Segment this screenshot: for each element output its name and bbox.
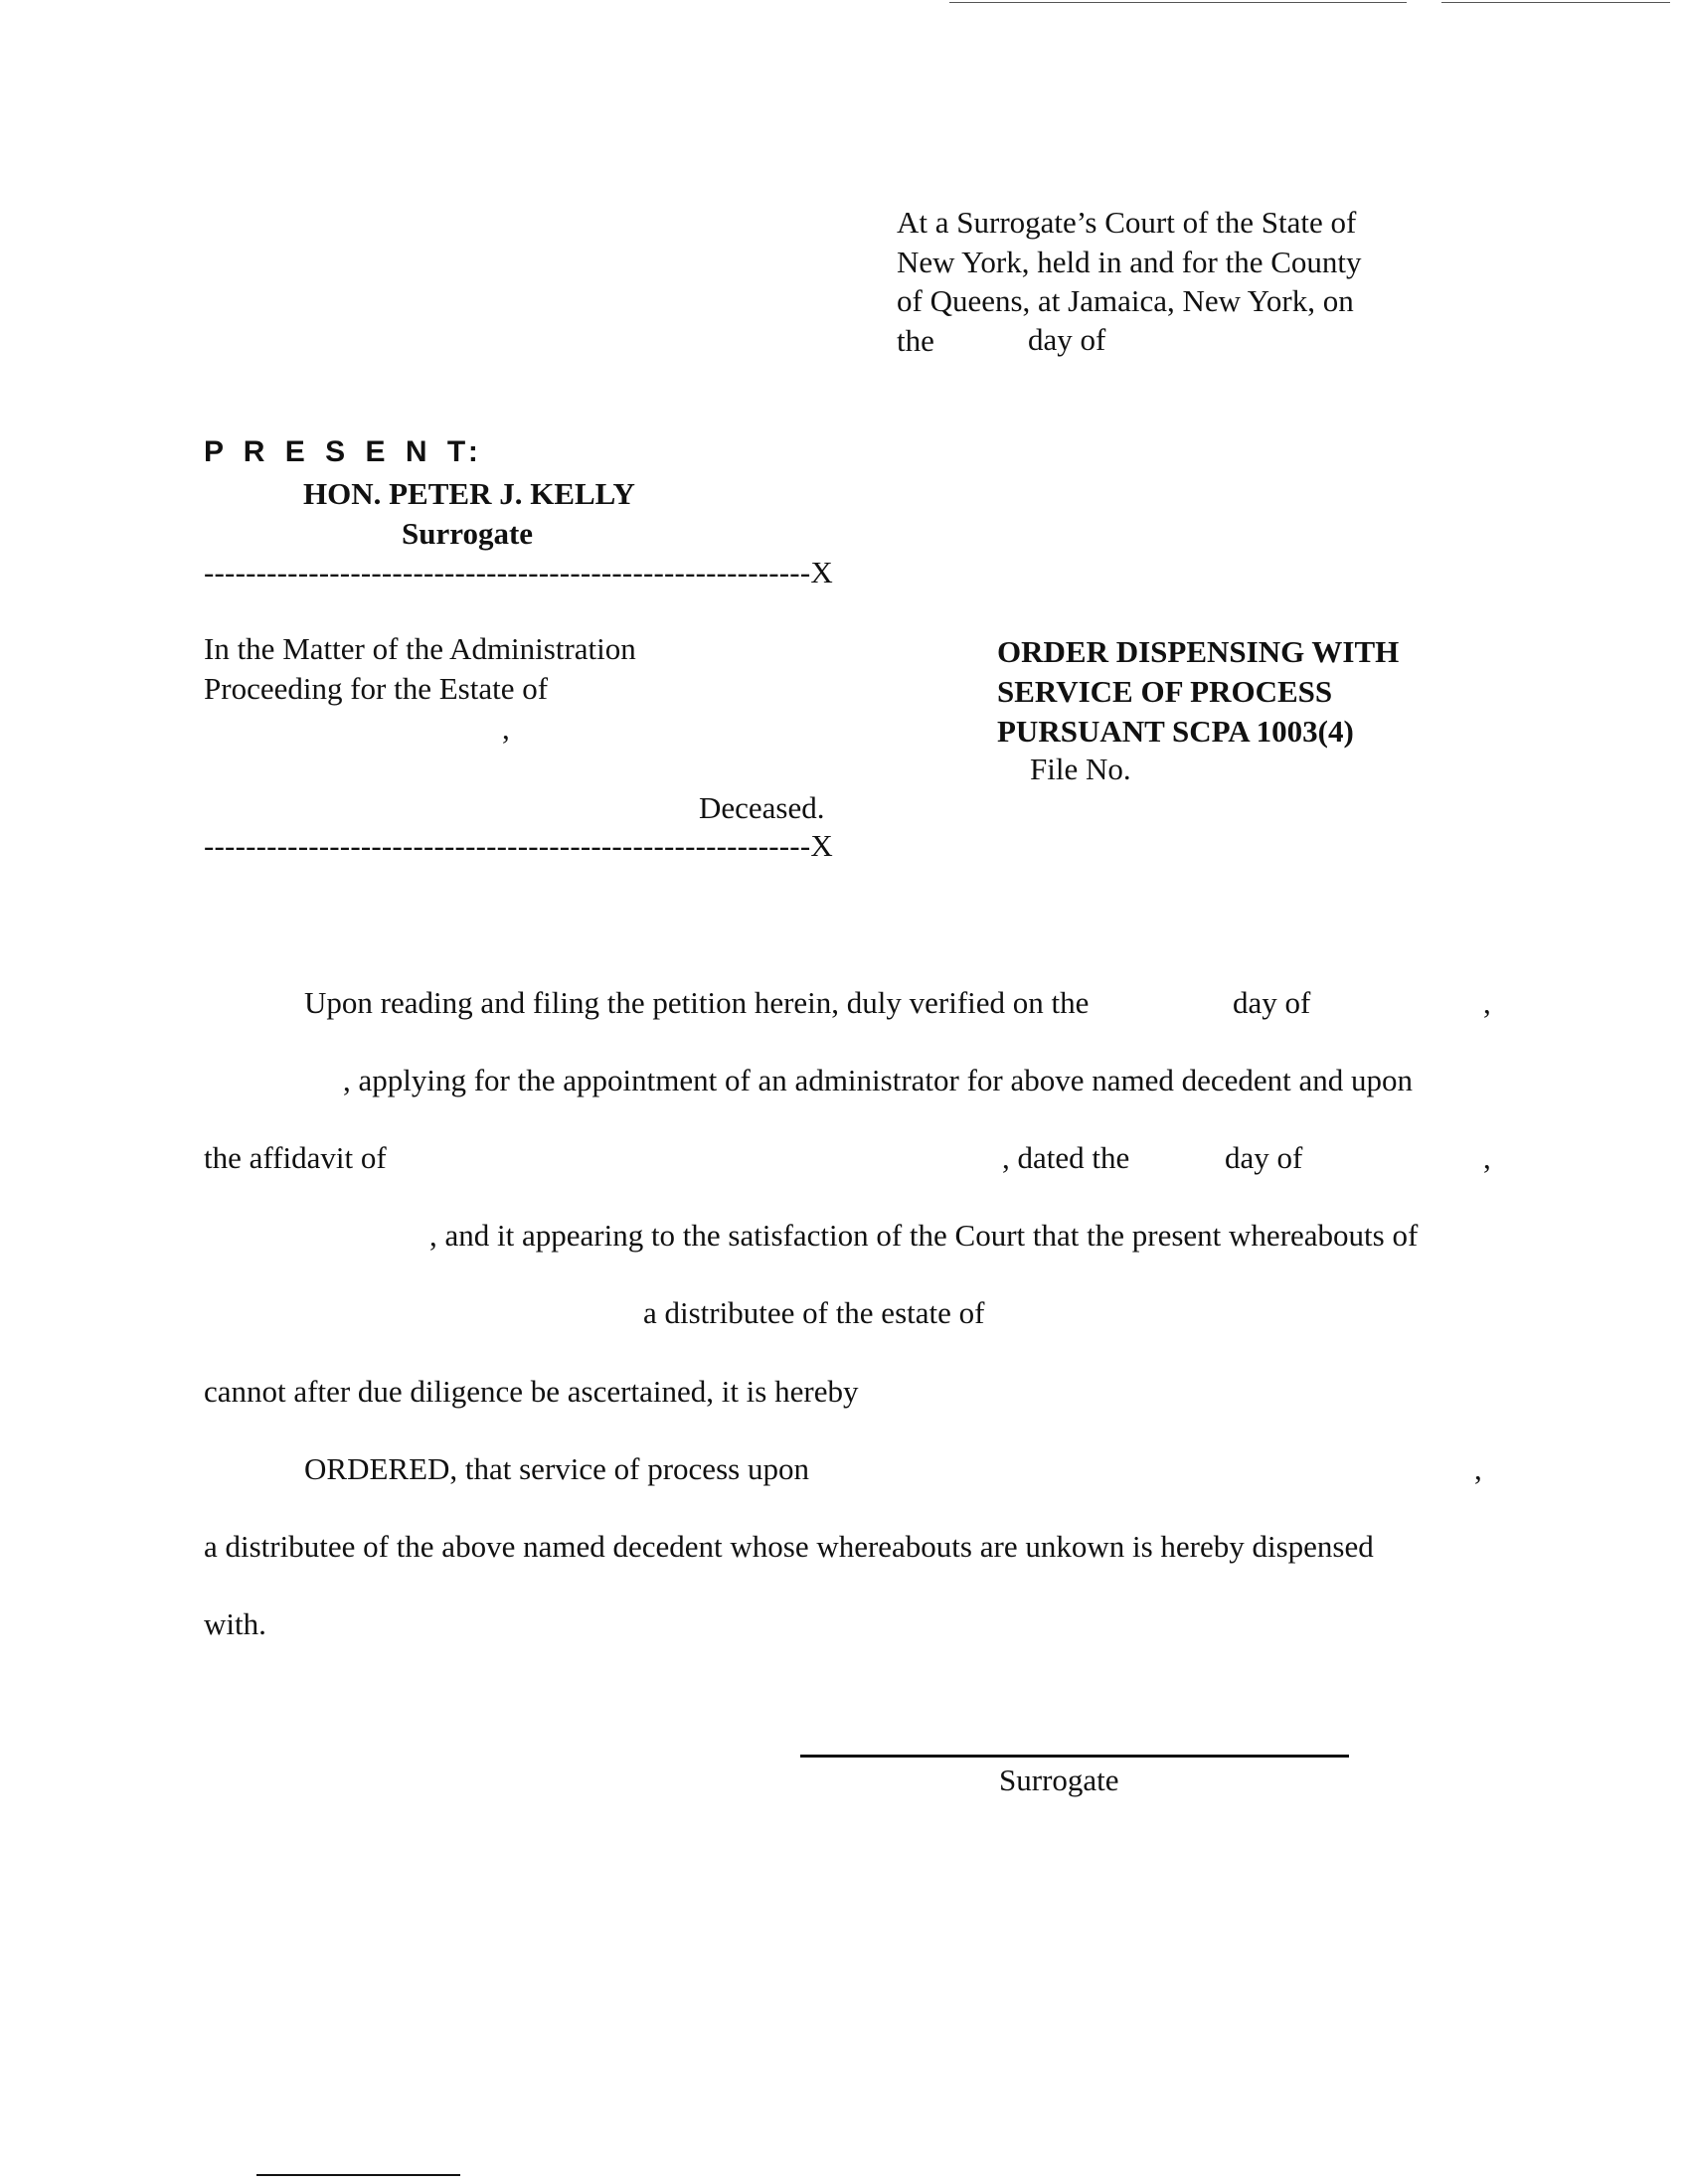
file-no: File No.	[1030, 752, 1131, 786]
body-p7-a: ORDERED, that service of process upon	[304, 1451, 809, 1486]
body-p7-b: ,	[1474, 1451, 1482, 1486]
order-title-line: ORDER DISPENSING WITH	[997, 634, 1400, 669]
body-p5: a distributee of the estate of	[643, 1295, 985, 1330]
order-title	[997, 632, 1399, 752]
scan-artifact-bottom	[256, 2174, 460, 2176]
body-p3-b: , dated the	[1002, 1140, 1130, 1175]
body-p8: a distributee of the above named decedent whose whereabouts are unkown is hereby dispensed	[204, 1529, 1374, 1564]
caption-line: of Queens, at Jamaica, New York, on	[897, 283, 1354, 318]
order-title-line: PURSUANT SCPA 1003(4)	[997, 714, 1354, 749]
court-caption	[897, 203, 1362, 360]
present-label: P R E S E N T:	[204, 435, 484, 468]
scan-artifact-top	[949, 2, 1407, 3]
body-p1-b: day of	[1233, 985, 1311, 1020]
judge-name: HON. PETER J. KELLY	[303, 476, 635, 511]
body-p3-a: the affidavit of	[204, 1140, 387, 1175]
caption-line: the	[897, 322, 934, 358]
body-p1-a: Upon reading and filing the petition herein, duly verified on the	[304, 985, 1090, 1020]
matter-line-1: In the Matter of the Administration	[204, 631, 636, 666]
signature-label: Surrogate	[999, 1763, 1119, 1797]
order-title-line: SERVICE OF PROCESS	[997, 674, 1333, 709]
body-p6: cannot after due diligence be ascertained, it is hereby	[204, 1374, 859, 1409]
body-p1-c: ,	[1483, 985, 1491, 1020]
judge-title: Surrogate	[402, 516, 534, 551]
body-p3-c: day of	[1225, 1140, 1303, 1175]
body-p9: with.	[204, 1606, 266, 1641]
matter-line-2: Proceeding for the Estate of	[204, 671, 549, 706]
matter-deceased: Deceased.	[699, 790, 825, 825]
caption-line: New York, held in and for the County	[897, 244, 1362, 279]
body-p3-d: ,	[1483, 1140, 1491, 1175]
body-p2: , applying for the appointment of an administrator for above named decedent and upon	[343, 1063, 1414, 1097]
body-p4: , and it appearing to the satisfaction of the Court that the present whereabouts of	[429, 1218, 1419, 1253]
signature-line	[800, 1755, 1349, 1758]
scan-artifact-top-right	[1441, 2, 1670, 3]
divider-top: ----------------------------------------------------------X	[204, 555, 833, 589]
divider-bottom: ----------------------------------------------------------X	[204, 828, 833, 863]
caption-day-of: day of	[1028, 322, 1106, 357]
caption-line: At a Surrogate’s Court of the State of	[897, 205, 1357, 240]
matter-comma: ,	[502, 711, 510, 746]
